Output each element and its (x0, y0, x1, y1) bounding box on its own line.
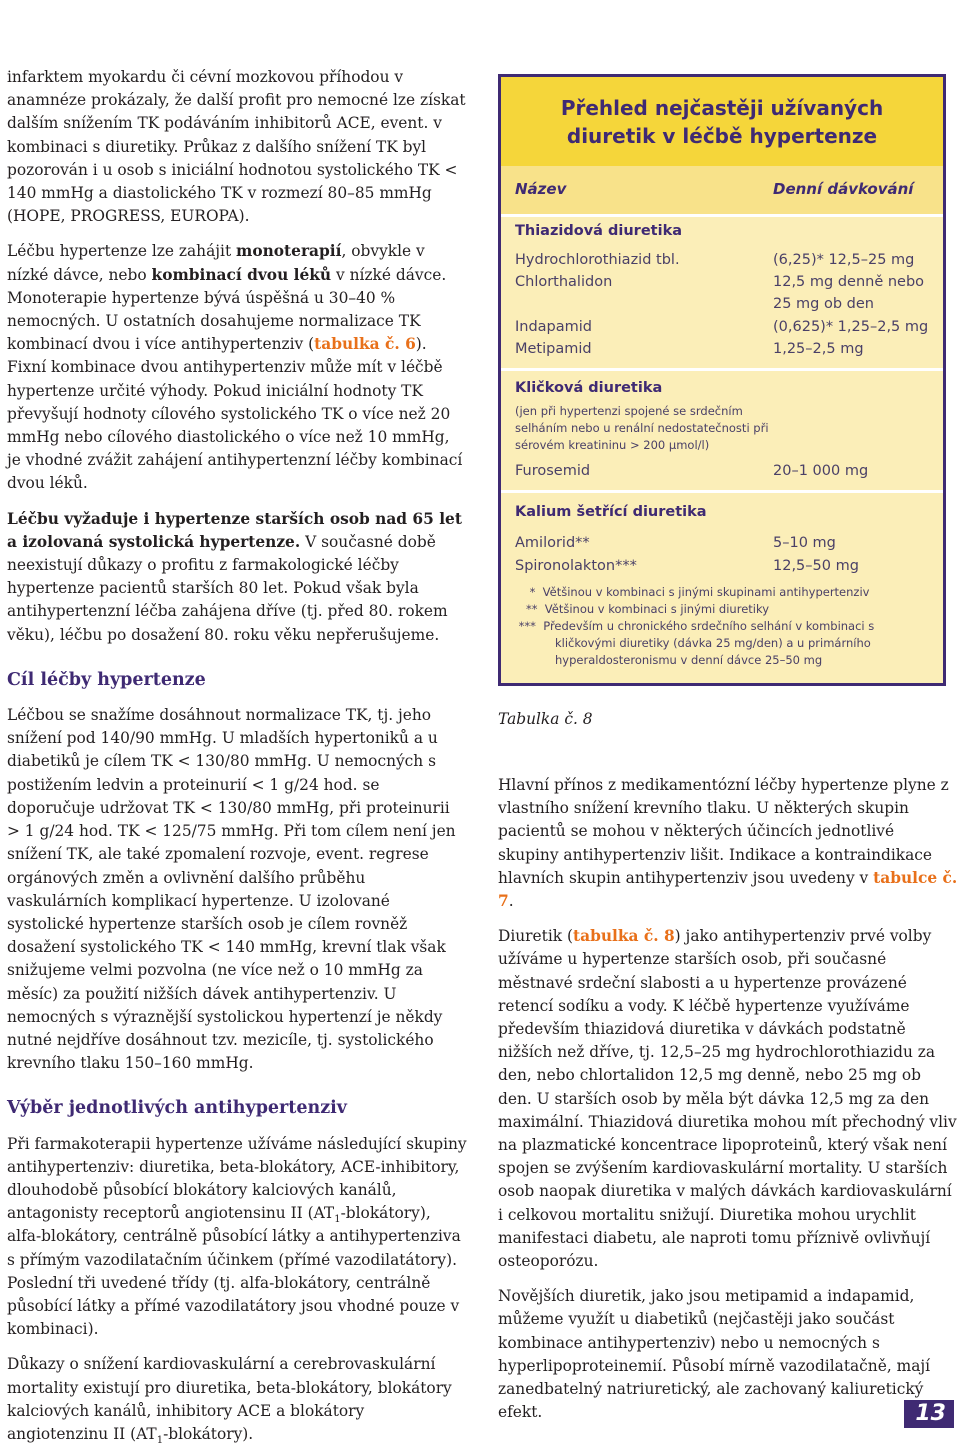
column-header-dose: Denní dávkování (773, 180, 914, 198)
table-8-reference[interactable]: tabulka č. 8 (572, 927, 675, 946)
footnote: *** Především u chronického srdečního selhání v kombinaci s kličkovými diuretiky (dávka 25 mg/den) a u primárního hyperaldosteronismu v denní dávce 25–50 mg (515, 619, 878, 667)
footnote: * Většinou v kombinaci s jinými skupinami antihypertenziv (515, 585, 870, 599)
table-body: Název Denní dávkování Thiazidová diuretika Hydrochlorothiazid tbl. (6,25)* 12,5–25 mg Chlorthalidon 12,5 mg denně nebo 25 mg ob den Indapamid (0,625)* 1,25–2,5 mg Metipamid 1,25–2,5 mg Kličková diuretika (jen při hypertenzi spojené se srdečním selháním nebo u renální nedostatečnosti při sérovém kreatininu > 200 µmol/l) Furosemid 20–1 000 mg Kalium šetřící diuretika Amilorid** 5–10 mg Spironolakton*** 12,5–50 mg * Většinou v kombinaci s jinými skupinami antihypertenziv ** Většinou v kombinaci s jinými diuretiky *** Především u chronického srdečního selhání v kombinaci s kličkovými diuretiky (dávka 25 mg/den) a u primárního hyperaldosteronismu v denní dávce 25–50 mg (501, 166, 943, 683)
paragraph-mortality-evidence: Důkazy o snížení kardiovaskulární a cerebrovaskulární mortality existují pro diuretika, beta-blokátory, blokátory kalciových kanálů, inhibitory ACE a blokátory angiotenzinu II $(AT_1-blokátory)$. (7, 1355, 452, 1446)
paragraph-drug-groups: Při farmakoterapii hypertenze užíváme následující skupiny antihypertenziv: diuretika, beta-blokátory, ACE-inhibitory, dlouhodobě působící blokátory kalciových kanálů, antagonisty receptorů angiotensinu II $(AT_1-blokátory)$, alfa-blokátory, centrálně působící látky a antihypertenziva s přímým vazodilatačním účinkem (přímé vazodilatátory). Poslední tři uvedené třídy (tj. alfa-blokátory, centrálně působící látky a přímé vazodilatátory jsou vhodné pouze v kombinaci). (7, 1134, 467, 1339)
paragraph-diuretics: Diuretik (tabulka č. 8) jako antihypertenziv prvé volby užíváme u hypertenze starších osob, při současné městnavé srdeční slabosti a u hypertenze provázené retencí sodíku a vody. K léčbě hypertenze využíváme především thiazidová diuretika v dávkách podstatně nižších než dříve, tj. 12,5–25 mg hydrochlorothiazidu za den, nebo chlortalidon 12,5 mg denně, nebo 25 mg ob den. U starších osob by měla být dávka 12,5 mg za den maximální. Thiazidová diuretika mohou mít přechodný vliv na plazmatické koncentrace lipoproteinů, který však není spojen se zvýšením kardiovaskulární mortality. U starších osob naopak diuretika v malých dávkách kardiovaskulární i celkovou mortalitu snižují. Diuretika mohou urychlit manifestaci diabetu, ale naproti tomu příznivě ovlivňují osteoporózu. (498, 927, 957, 1271)
heading-drug-selection: Výběr jednotlivých antihypertenziv (7, 1098, 347, 1119)
heading-treatment-goal: Cíl léčby hypertenze (7, 669, 206, 690)
table-caption: Tabulka č. 8 (498, 710, 593, 728)
left-column (7, 66, 467, 1446)
paragraph-elderly: Léčbu vyžaduje i hypertenze starších osob nad 65 let a izolovaná systolická hypertenze. V současné době neexistují důkazy o profitu z farmakologické léčby hypertenze pacientů starších 80 let. Pokud však byla antihypertenzní léčba zahájena dříve (tj. před 80. rokem věku), léčbu po dosažení 80. roku věku nepřerušujeme. (7, 509, 462, 644)
divider (501, 214, 943, 217)
paragraph-newer-diuretics: Novějších diuretik, jako jsou metipamid a indapamid, můžeme využít u diabetiků (nejčastěji jako součást kombinace antihypertenziv) nebo u nemocných s hyperlipoproteinemií. Působí mírně vazodilatačně, mají zanedbatelný natriuretický, ale zachovaný kaliuretický efekt. (498, 1287, 931, 1422)
divider (501, 368, 943, 371)
paragraph-treatment-goal: Léčbou se snažíme dosáhnout normalizace TK, tj. jeho snížení pod 140/90 mmHg. U mladších hypertoniků a u diabetiků je cílem TK < 130/80 mmHg. U nemocných s postižením ledvin a proteinurií < 1 g/24 hod. se doporučuje udržovat TK < 130/80 mmHg, při proteinurii > 1 g/24 hod. TK < 125/75 mmHg. Při tom cílem není jen snížení TK, ale také zpomalení rozvoje, event. regrese orgánových změn a ovlivnění dalšího průběhu vaskulárních komplikací hypertenze. U izolované systolické hypertenze starších osob je cílem rovněž dosažení systolického TK < 140 mmHg, krevní tlak však snižujeme velmi pozvolna (ne více než o 10 mmHg za měsíc) za použití nižších dávek antihypertenziv. U nemocných s výraznější systolickou hypertenzí je někdy nutné nejdříve dosáhnout tzv. mezicíle, tj. systolického krevního tlaku 150–160 mmHg. (7, 706, 456, 1073)
group-loop: Kličková diuretika (515, 380, 663, 396)
paragraph-main-benefit: Hlavní přínos z medikamentózní léčby hypertenze plyne z vlastního snížení krevního tlaku. U některých skupin pacientů se mohou v některých účincích jednotlivé skupiny antihypertenziv lišit. Indikace a kontraindikace hlavních skupin antihypertenziv jsou uvedeny v tabulce č. 7. (498, 776, 958, 911)
group-potassium-sparing: Kalium šetřící diuretika (515, 504, 707, 520)
paragraph-intro: infarktem myokardu či cévní mozkovou příhodou v anamnéze prokázaly, že další profit pro nemocné lze získat dalším snížením TK podáváním inhibitorů ACE, event. v kombinaci s diuretiky. Průkaz z dalšího snížení TK byl pozorován i u osob s iniciální hodnotou systolického TK < 140 mmHg a diastolického TK v rozmezí 80–85 mmHg (HOPE, PROGRESS, EUROPA). (7, 68, 466, 226)
page-number: 13 (904, 1400, 954, 1428)
table-6-reference[interactable]: tabulka č. 6 (314, 335, 416, 354)
footnote: ** Většinou v kombinaci s jinými diuretiky (515, 602, 770, 616)
table-title: Přehled nejčastěji užívaných diuretik v léčbě hypertenze (501, 77, 943, 166)
table-footnotes (515, 584, 935, 669)
group-thiazide: Thiazidová diuretika (515, 223, 682, 239)
table-header (501, 166, 943, 214)
column-header-name: Název (515, 180, 567, 198)
divider (501, 490, 943, 493)
group-loop-note: (jen při hypertenzi spojené se srdečním selháním nebo u renální nedostatečnosti při sérovém kreatininu > 200 µmol/l) (515, 404, 769, 452)
right-column (498, 774, 958, 1424)
paragraph-monotherapy: Léčbu hypertenze lze zahájit monoterapií, obvykle v nízké dávce, nebo kombinací dvou léků v nízké dávce. Monoterapie hypertenze bývá úspěšná u 30–40 % nemocných. U ostatních dosahujeme normalizace TK kombinací dvou i více antihypertenziv (tabulka č. 6). Fixní kombinace dvou antihypertenziv může mít v léčbě hypertenze určité výhody. Pokud iniciální hodnoty TK převyšují hodnoty cílového systolického TK o více než 20 mmHg nebo cílového diastolického o více než 10 mmHg, je vhodné zvážit zahájení antihypertenzní léčby kombinací dvou léků. (7, 242, 463, 493)
table-7-reference[interactable]: tabulce č. 7 (498, 868, 958, 911)
diuretics-table (498, 74, 946, 686)
